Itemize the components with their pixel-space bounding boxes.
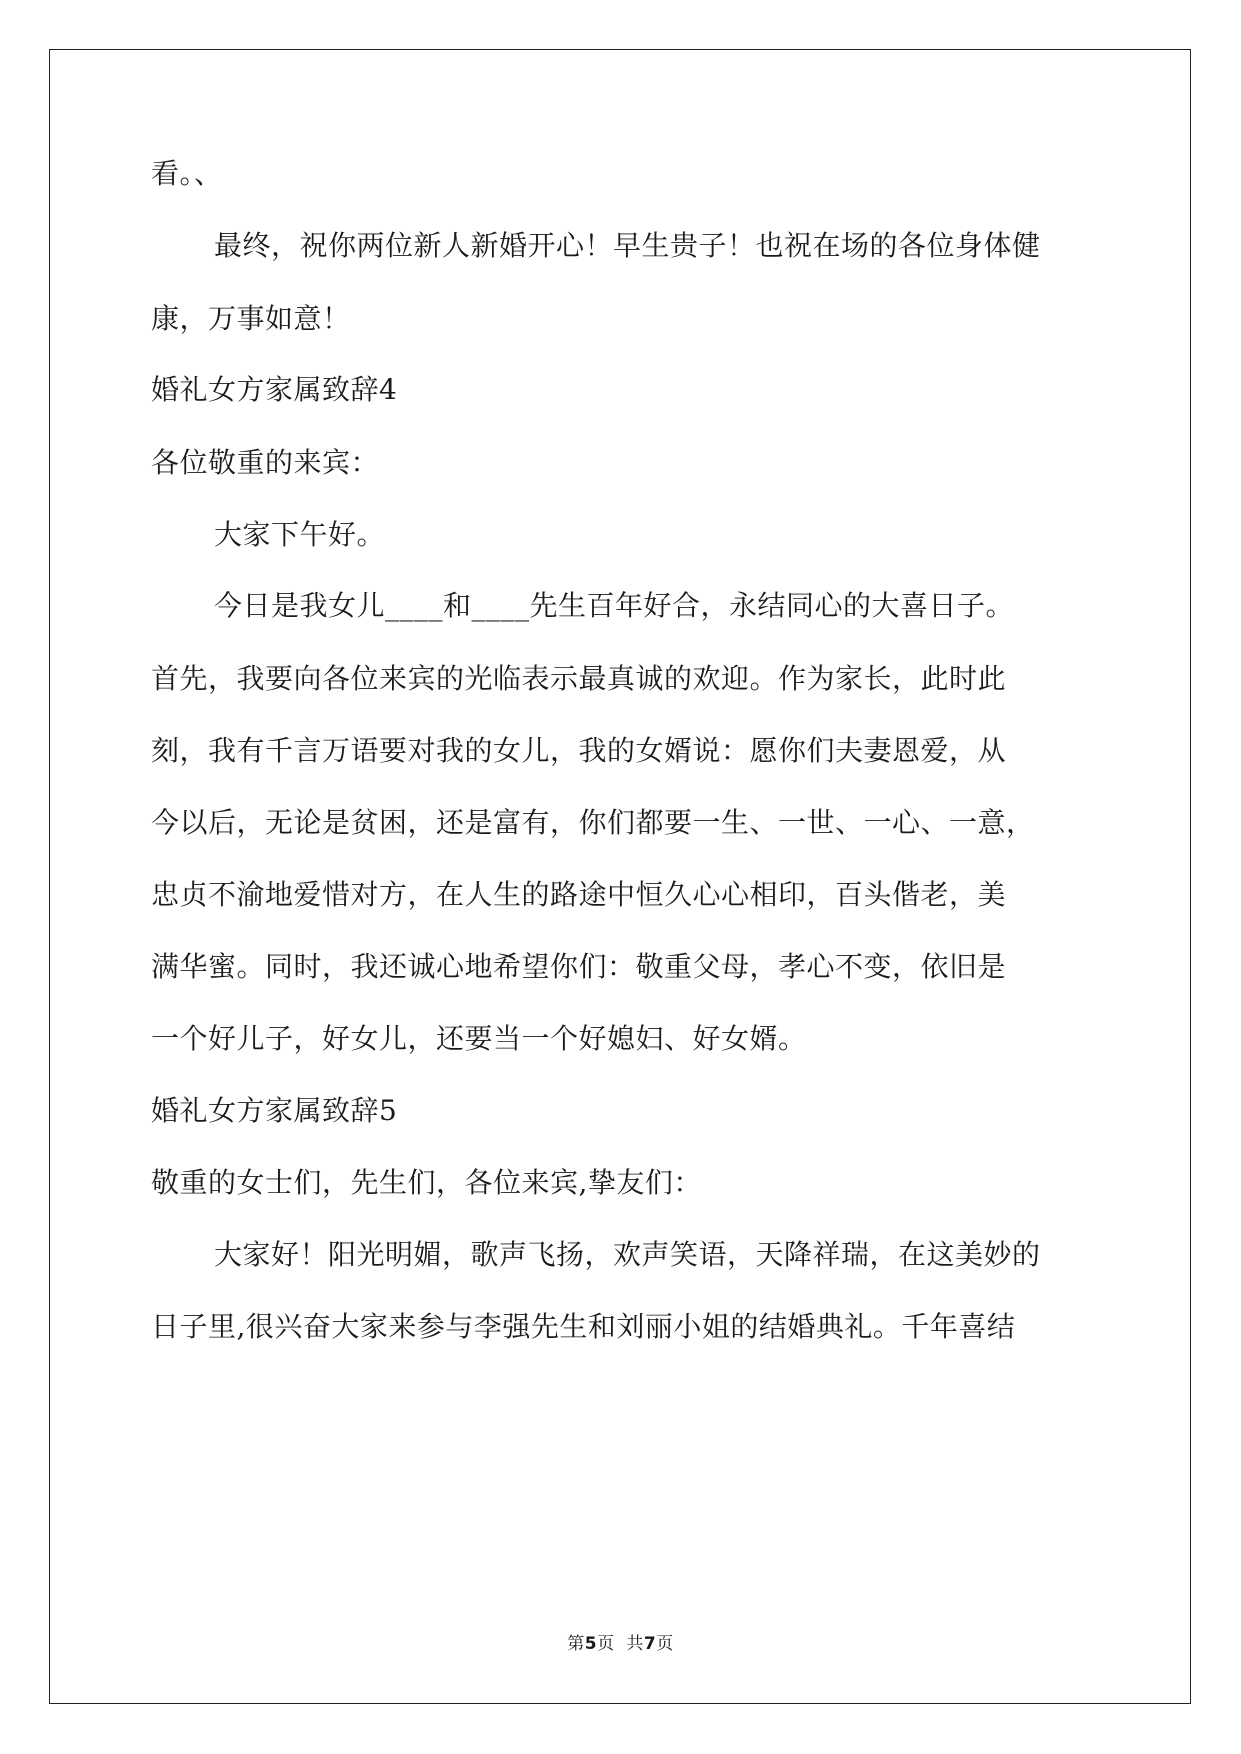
text-line: 今以后，无论是贫困，还是富有，你们都要一生、一世、一心、一意， bbox=[151, 806, 1035, 839]
text-line: 刻，我有千言万语要对我的女儿，我的女婿说：愿你们夫妻恩爱，从 bbox=[151, 734, 1007, 767]
text-line: 满华蜜。同时，我还诚心地希望你们：敬重父母，孝心不变，依旧是 bbox=[151, 950, 1007, 983]
salutation: 各位敬重的来宾： bbox=[151, 446, 380, 479]
page-footer bbox=[0, 1632, 1241, 1656]
text-line: 首先，我要向各位来宾的光临表示最真诚的欢迎。作为家长，此时此 bbox=[151, 662, 1007, 695]
text-line: 今日是我女儿____和____先生百年好合，永结同心的大喜日子。 bbox=[214, 589, 1015, 622]
section-heading: 婚礼女方家属致辞4 bbox=[151, 373, 398, 406]
text-line: 大家好！阳光明媚，歌声飞扬，欢声笑语，天降祥瑞，在这美妙的 bbox=[214, 1238, 1041, 1271]
salutation: 敬重的女士们，先生们，各位来宾,挚友们： bbox=[151, 1166, 702, 1199]
footer-prefix: 第 bbox=[567, 1634, 585, 1654]
footer-suffix: 页 bbox=[656, 1634, 674, 1654]
text-line: 最终，祝你两位新人新婚开心！早生贵子！也祝在场的各位身体健 bbox=[214, 229, 1041, 262]
footer-mid: 页 共 bbox=[597, 1634, 644, 1654]
text-line: 看。、 bbox=[151, 157, 223, 190]
text-line: 大家下午好。 bbox=[214, 518, 386, 551]
text-line: 忠贞不渝地爱惜对方，在人生的路途中恒久心心相印，百头偕老，美 bbox=[151, 878, 1007, 911]
current-page-number: 5 bbox=[584, 1634, 598, 1654]
text-line: 日子里,很兴奋大家来参与李强先生和刘丽小姐的结婚典礼。千年喜结 bbox=[151, 1310, 1016, 1343]
text-line: 康，万事如意！ bbox=[151, 302, 351, 335]
text-line: 一个好儿子，好女儿，还要当一个好媳妇、好女婿。 bbox=[151, 1022, 807, 1055]
total-page-number: 7 bbox=[643, 1634, 657, 1654]
section-heading: 婚礼女方家属致辞5 bbox=[151, 1094, 398, 1127]
